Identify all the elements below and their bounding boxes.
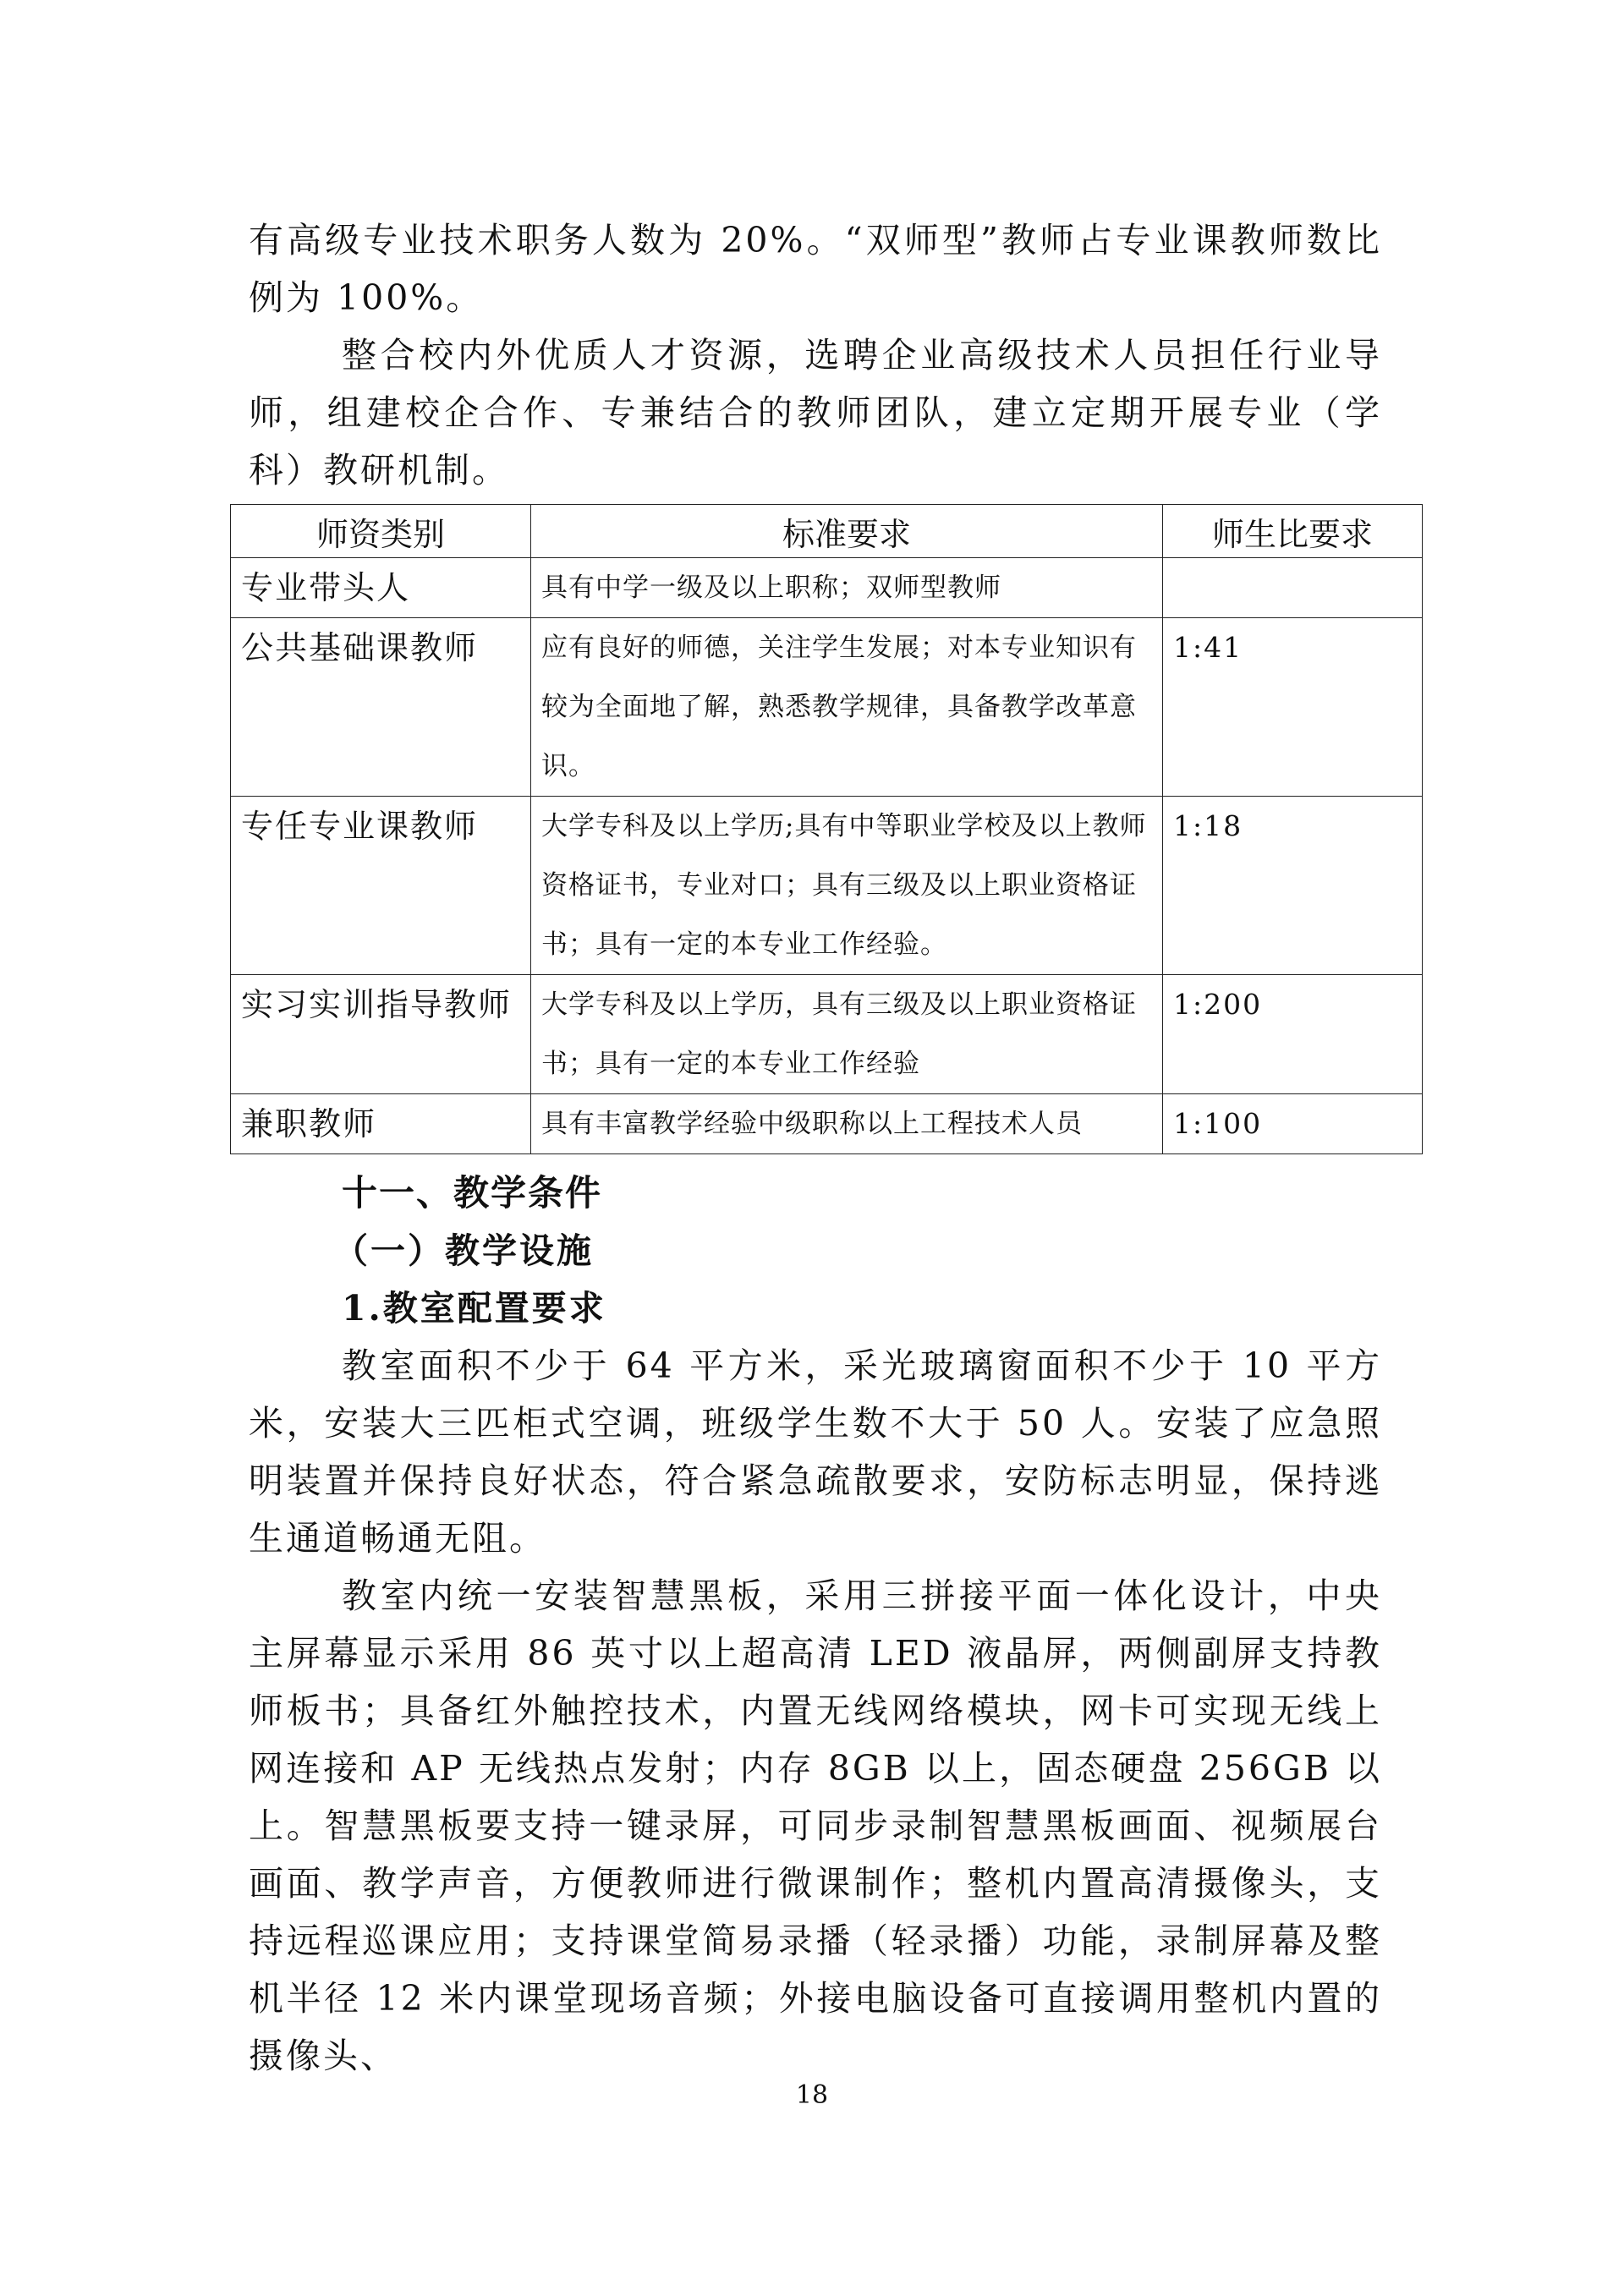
teacher-requirements-table	[230, 504, 1423, 1154]
cell-category: 专业带头人	[231, 558, 531, 618]
cell-category: 专任专业课教师	[231, 797, 531, 975]
subsection-heading: （一）教学设施	[333, 1230, 594, 1271]
paragraph-teacher-ratio: 有高级专业技术职务人数为 20%。“双师型”教师占专业课教师数比例为 100%。	[249, 220, 1382, 318]
header-ratio: 师生比要求	[1163, 505, 1423, 558]
item-heading: 1.教室配置要求	[342, 1288, 606, 1329]
header-requirement: 标准要求	[531, 505, 1163, 558]
cell-requirement: 大学专科及以上学历;具有中等职业学校及以上教师资格证书，专业对口；具有三级及以上职业资格证书；具有一定的本专业工作经验。	[531, 797, 1163, 975]
cell-ratio: 1:100	[1163, 1094, 1423, 1154]
table-header-row	[231, 505, 1423, 558]
table-row	[231, 618, 1423, 797]
cell-requirement: 应有良好的师德，关注学生发展；对本专业知识有较为全面地了解，熟悉教学规律，具备教学改革意识。	[531, 618, 1163, 797]
cell-ratio	[1163, 558, 1423, 618]
table-row	[231, 558, 1423, 618]
page-content	[241, 211, 1382, 2085]
cell-requirement: 具有中学一级及以上职称；双师型教师	[531, 558, 1163, 618]
paragraph-talent-resources: 整合校内外优质人才资源，选聘企业高级技术人员担任行业导师，组建校企合作、专兼结合的教师团队，建立定期开展专业（学科）教研机制。	[249, 335, 1382, 490]
cell-ratio: 1:200	[1163, 975, 1423, 1094]
header-category: 师资类别	[231, 505, 531, 558]
cell-ratio: 1:18	[1163, 797, 1423, 975]
cell-category: 实习实训指导教师	[231, 975, 531, 1094]
cell-requirement: 大学专科及以上学历，具有三级及以上职业资格证书；具有一定的本专业工作经验	[531, 975, 1163, 1094]
cell-ratio: 1:41	[1163, 618, 1423, 797]
section-heading: 十一、教学条件	[342, 1172, 603, 1214]
paragraph-classroom-space: 教室面积不少于 64 平方米，采光玻璃窗面积不少于 10 平方米，安装大三匹柜式空调，班级学生数不大于 50 人。安装了应急照明装置并保持良好状态，符合紧急疏散要求，安防标志明显，保持逃生通道畅通无阻。	[249, 1345, 1382, 1559]
table-row	[231, 975, 1423, 1094]
page-number: 18	[795, 2080, 829, 2110]
paragraph-smart-blackboard: 教室内统一安装智慧黑板，采用三拼接平面一体化设计，中央主屏幕显示采用 86 英寸以上超高清 LED 液晶屏，两侧副屏支持教师板书；具备红外触控技术，内置无线网络模块，网卡可实现无线上网连接和 AP 无线热点发射；内存 8GB 以上，固态硬盘 256GB 以上。智慧黑板要支持一键录屏，可同步录制智慧黑板画面、视频展台画面、教学声音，方便教师进行微课制作；整机内置高清摄像头，支持远程巡课应用；支持课堂简易录播（轻录播）功能，录制屏幕及整机半径 12 米内课堂现场音频；外接电脑设备可直接调用整机内置的摄像头、	[249, 1575, 1382, 2076]
cell-category: 公共基础课教师	[231, 618, 531, 797]
cell-category: 兼职教师	[231, 1094, 531, 1154]
table-row	[231, 1094, 1423, 1154]
cell-requirement: 具有丰富教学经验中级职称以上工程技术人员	[531, 1094, 1163, 1154]
table-row	[231, 797, 1423, 975]
